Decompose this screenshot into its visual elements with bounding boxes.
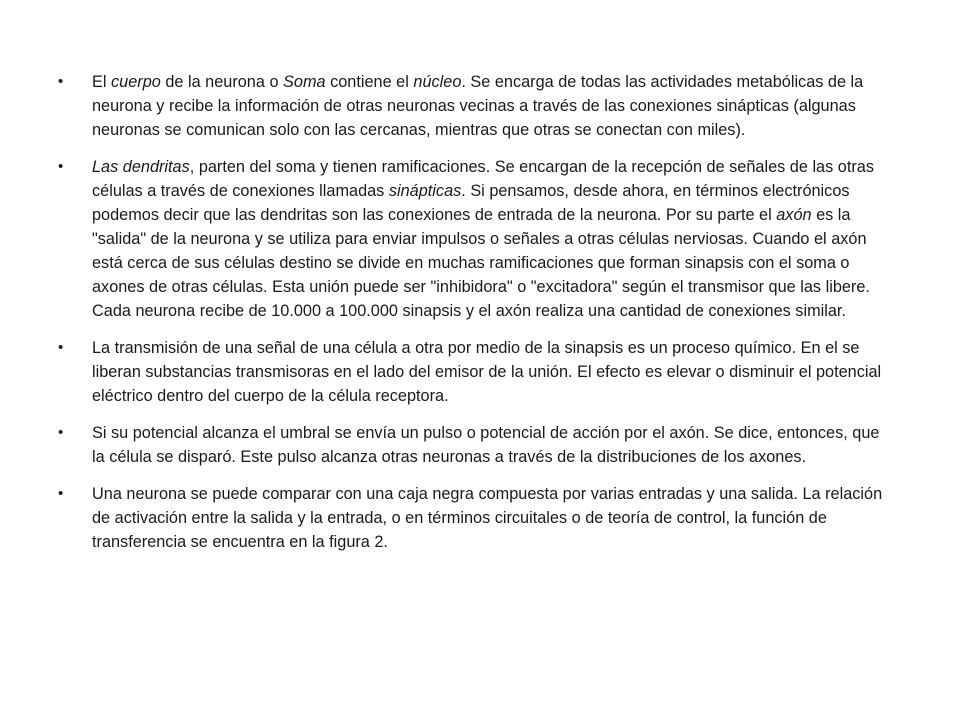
bullet-text: [92, 73, 863, 139]
text-segment: contiene el: [325, 73, 414, 91]
text-segment-italic: Las dendritas: [92, 158, 190, 176]
bullet-item-transmision: [58, 336, 888, 408]
text-segment: , parten del soma y tienen ramificaciones. Se encargan de la recepción de señales de las otras células a través de conexiones llamadas: [92, 158, 874, 200]
text-segment-italic: Soma: [283, 73, 326, 91]
bullet-icon: •: [58, 485, 64, 502]
bullet-icon: •: [58, 158, 64, 175]
text-segment-italic: cuerpo: [111, 73, 161, 91]
bullet-icon: •: [58, 73, 64, 90]
bullet-text: [92, 485, 882, 551]
text-segment: La transmisión de una señal de una célula a otra por medio de la sinapsis es un proceso químico. En el se liberan substancias transmisoras en el lado del emisor de la unión. El efecto es elevar o disminuir el potencial eléctrico dentro del cuerpo de la célula receptora.: [92, 339, 882, 405]
text-segment: Una neurona se puede comparar con una caja negra compuesta por varias entradas y una salida. La relación de activación entre la salida y la entrada, o en términos circuitales o de teoría de control, la función de transferencia se encuentra en la figura 2.: [92, 485, 883, 551]
bullet-item-potencial: [58, 421, 888, 469]
text-segment: de la neurona o: [160, 73, 284, 91]
bullet-icon: •: [58, 424, 64, 441]
bullet-item-cuerpo: [58, 70, 888, 142]
bullet-item-caja-negra: [58, 482, 888, 554]
text-segment: . Se encarga de todas las actividades metabólicas de la neurona y recibe la información de otras neuronas vecinas a través de las conexiones sinápticas (algunas neuronas se comunican solo con las cercanas, mientras que otras se conectan con miles).: [92, 73, 864, 139]
bullet-text: [92, 424, 879, 466]
text-segment: . Si pensamos, desde ahora, en términos electrónicos podemos decir que las dendritas son las conexiones de entrada de la neurona. Por su parte el: [92, 182, 850, 224]
text-segment-italic: sinápticas: [388, 182, 462, 200]
text-segment-italic: núcleo: [413, 73, 462, 91]
bullet-list: [58, 70, 888, 567]
text-segment: Si su potencial alcanza el umbral se envía un pulso o potencial de acción por el axón. Se dice, entonces, que la célula se disparó. Este pulso alcanza otras neuronas a través de la distribuciones de los axones.: [92, 424, 880, 466]
text-segment: es la "salida" de la neurona y se utiliza para enviar impulsos o señales a otras células nerviosas. Cuando el axón está cerca de sus células destino se divide en muchas ramificaciones que forman sinapsis con el soma o axones de otras células. Esta unión puede ser "inhibidora" o "excitadora" según el transmisor que las libere. Cada neurona recibe de 10.000 a 100.000 sinapsis y el axón realiza una cantidad de conexiones similar.: [92, 206, 870, 320]
bullet-item-dendritas: [58, 155, 888, 323]
bullet-icon: •: [58, 339, 64, 356]
text-segment: El: [92, 73, 112, 91]
bullet-text: [92, 158, 874, 320]
bullet-text: [92, 339, 881, 405]
text-segment-italic: axón: [776, 206, 812, 224]
